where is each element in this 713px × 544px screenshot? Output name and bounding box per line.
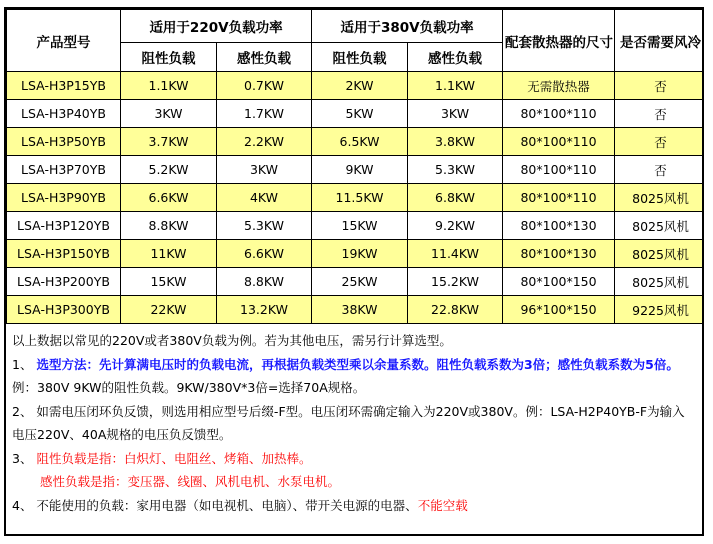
cell-inductive-220v: 5.3KW <box>217 212 312 240</box>
cell-heatsink-size: 80*100*110 <box>503 100 615 128</box>
note-segment: 2、 如需电压闭环负反馈，则选用相应型号后缀-F型。电压闭环需确定输入为220V或380V。例：LSA-H2P40YB-F为输入电压220V、40A规格的电压负反馈型。 <box>12 403 685 442</box>
cell-fan-cooling: 8025风机 <box>615 184 704 212</box>
cell-resistive-380v: 25KW <box>312 268 408 296</box>
cell-resistive-380v: 38KW <box>312 296 408 324</box>
cell-heatsink-size: 80*100*150 <box>503 268 615 296</box>
note-line <box>12 447 696 471</box>
table-row <box>7 268 705 296</box>
cell-fan-cooling: 8025风机 <box>615 268 704 296</box>
cell-fan-cooling: 否 <box>615 128 704 156</box>
cell-product-model: LSA-H3P150YB <box>7 240 121 268</box>
notes-section <box>6 324 702 517</box>
cell-resistive-380v: 19KW <box>312 240 408 268</box>
table-row <box>7 156 705 184</box>
header-group-220v: 适用于220V负载功率 <box>121 10 312 43</box>
note-line <box>12 400 696 447</box>
note-segment: 阻性负载是指：白炽灯、电阻丝、烤箱、加热棒。 <box>36 450 312 466</box>
cell-heatsink-size: 80*100*110 <box>503 184 615 212</box>
cell-resistive-220v: 3KW <box>121 100 217 128</box>
table-row <box>7 100 705 128</box>
cell-resistive-220v: 15KW <box>121 268 217 296</box>
note-line <box>12 494 696 518</box>
note-line <box>12 376 696 400</box>
header-group-380v: 适用于380V负载功率 <box>312 10 503 43</box>
cell-fan-cooling: 9225风机 <box>615 296 704 324</box>
cell-resistive-220v: 22KW <box>121 296 217 324</box>
cell-product-model: LSA-H3P200YB <box>7 268 121 296</box>
cell-inductive-220v: 4KW <box>217 184 312 212</box>
spec-sheet <box>4 7 704 536</box>
cell-product-model: LSA-H3P40YB <box>7 100 121 128</box>
note-segment: 选型方法：先计算满电压时的负载电流，再根据负载类型乘以余量系数。阻性负载系数为3倍；感性负载系数为5倍。 <box>36 356 679 372</box>
header-heatsink-size: 配套散热器的尺寸 <box>503 10 615 72</box>
cell-fan-cooling: 否 <box>615 156 704 184</box>
header-product-model: 产品型号 <box>7 10 121 72</box>
table-row <box>7 128 705 156</box>
cell-resistive-220v: 3.7KW <box>121 128 217 156</box>
cell-resistive-380v: 6.5KW <box>312 128 408 156</box>
cell-resistive-380v: 9KW <box>312 156 408 184</box>
cell-inductive-220v: 0.7KW <box>217 72 312 100</box>
cell-resistive-380v: 5KW <box>312 100 408 128</box>
table-header <box>7 10 705 72</box>
product-spec-table <box>6 9 704 324</box>
header-fan-cooling: 是否需要风冷 <box>615 10 704 72</box>
subheader-inductive-380v: 感性负载 <box>408 43 503 72</box>
cell-inductive-380v: 3KW <box>408 100 503 128</box>
cell-heatsink-size: 96*100*150 <box>503 296 615 324</box>
cell-heatsink-size: 80*100*110 <box>503 128 615 156</box>
cell-inductive-220v: 3KW <box>217 156 312 184</box>
note-segment: 例：380V 9KW的阻性负载。9KW/380V*3倍=选择70A规格。 <box>12 380 366 395</box>
cell-inductive-220v: 2.2KW <box>217 128 312 156</box>
note-segment: 3、 <box>12 450 37 466</box>
cell-resistive-220v: 6.6KW <box>121 184 217 212</box>
cell-heatsink-size: 80*100*130 <box>503 240 615 268</box>
note-segment: 不能空载 <box>417 497 468 513</box>
cell-inductive-380v: 11.4KW <box>408 240 503 268</box>
subheader-inductive-220v: 感性负载 <box>217 43 312 72</box>
cell-resistive-220v: 1.1KW <box>121 72 217 100</box>
table-row <box>7 72 705 100</box>
subheader-resistive-380v: 阻性负载 <box>312 43 408 72</box>
cell-inductive-220v: 1.7KW <box>217 100 312 128</box>
note-line <box>12 329 696 353</box>
cell-inductive-380v: 1.1KW <box>408 72 503 100</box>
cell-inductive-220v: 13.2KW <box>217 296 312 324</box>
subheader-resistive-220v: 阻性负载 <box>121 43 217 72</box>
cell-heatsink-size: 80*100*130 <box>503 212 615 240</box>
cell-heatsink-size: 无需散热器 <box>503 72 615 100</box>
cell-fan-cooling: 否 <box>615 100 704 128</box>
cell-product-model: LSA-H3P90YB <box>7 184 121 212</box>
cell-product-model: LSA-H3P120YB <box>7 212 121 240</box>
table-row <box>7 240 705 268</box>
table-row <box>7 184 705 212</box>
cell-fan-cooling: 8025风机 <box>615 240 704 268</box>
cell-product-model: LSA-H3P70YB <box>7 156 121 184</box>
note-segment: 感性负载是指：变压器、线圈、风机电机、水泵电机。 <box>40 474 341 489</box>
cell-resistive-220v: 5.2KW <box>121 156 217 184</box>
cell-resistive-380v: 15KW <box>312 212 408 240</box>
cell-product-model: LSA-H3P15YB <box>7 72 121 100</box>
cell-fan-cooling: 否 <box>615 72 704 100</box>
cell-fan-cooling: 8025风机 <box>615 212 704 240</box>
cell-resistive-220v: 11KW <box>121 240 217 268</box>
cell-inductive-380v: 22.8KW <box>408 296 503 324</box>
cell-inductive-380v: 5.3KW <box>408 156 503 184</box>
note-segment: 1、 <box>12 356 37 372</box>
note-line <box>12 470 696 494</box>
cell-inductive-380v: 9.2KW <box>408 212 503 240</box>
table-row <box>7 296 705 324</box>
note-segment: 以上数据以常见的220V或者380V负载为例。若为其他电压，需另行计算选型。 <box>12 333 452 348</box>
cell-inductive-380v: 3.8KW <box>408 128 503 156</box>
table-row <box>7 212 705 240</box>
cell-product-model: LSA-H3P50YB <box>7 128 121 156</box>
cell-product-model: LSA-H3P300YB <box>7 296 121 324</box>
cell-inductive-380v: 15.2KW <box>408 268 503 296</box>
cell-resistive-220v: 8.8KW <box>121 212 217 240</box>
cell-heatsink-size: 80*100*110 <box>503 156 615 184</box>
cell-resistive-380v: 11.5KW <box>312 184 408 212</box>
cell-inductive-220v: 6.6KW <box>217 240 312 268</box>
note-line <box>12 353 696 377</box>
cell-inductive-380v: 6.8KW <box>408 184 503 212</box>
note-segment: 4、 不能使用的负载：家用电器（如电视机、电脑）、带开关电源的电器、 <box>12 497 418 513</box>
cell-resistive-380v: 2KW <box>312 72 408 100</box>
cell-inductive-220v: 8.8KW <box>217 268 312 296</box>
table-body <box>7 72 705 324</box>
